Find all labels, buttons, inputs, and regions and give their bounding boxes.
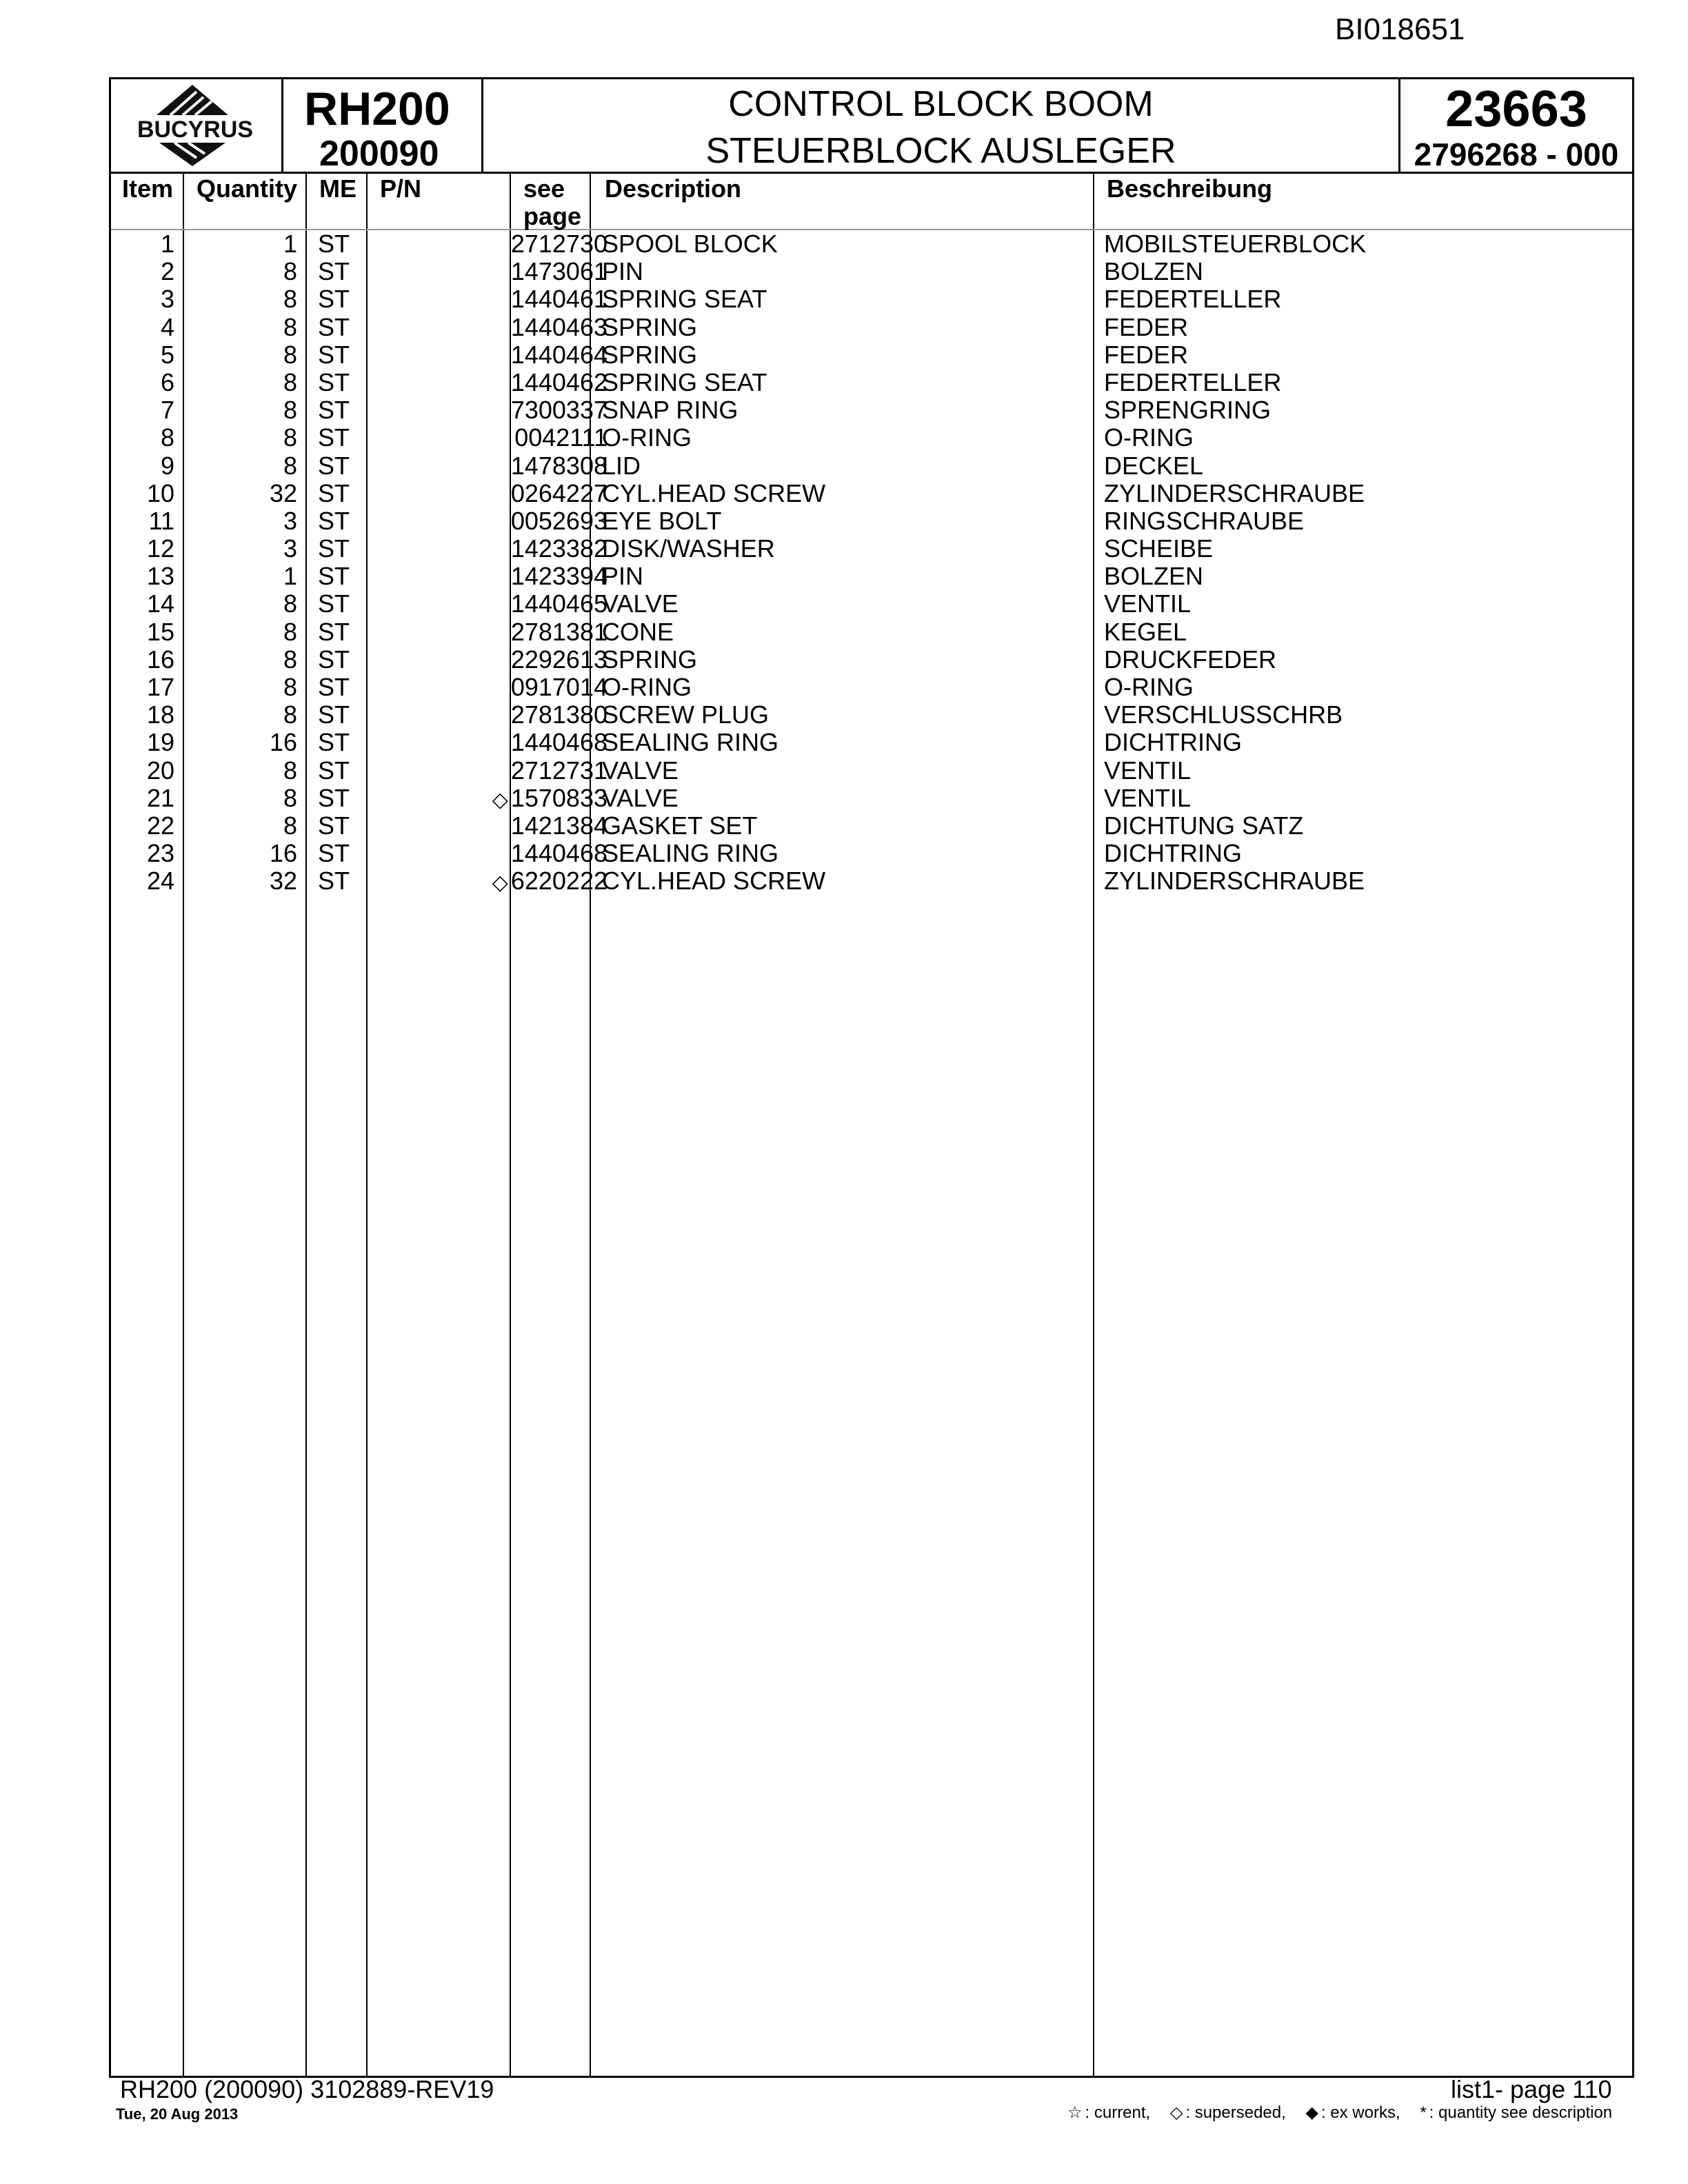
see-page-line-2: page bbox=[523, 202, 582, 230]
cell-me: ST bbox=[318, 230, 350, 258]
cell-item: 18 bbox=[146, 700, 174, 729]
cell-quantity: 8 bbox=[283, 617, 297, 646]
column-header-description: Description bbox=[605, 174, 742, 203]
cell-part-number bbox=[399, 230, 607, 258]
cell-description: SPRING SEAT bbox=[602, 285, 767, 314]
cell-description: SPOOL BLOCK bbox=[602, 230, 778, 258]
cell-part-number bbox=[399, 424, 607, 452]
table-row bbox=[111, 812, 1632, 840]
superseded-diamond-icon: ◇ bbox=[1169, 2103, 1183, 2122]
cell-part-number bbox=[399, 701, 607, 729]
cell-part-number bbox=[399, 341, 607, 369]
cell-quantity: 1 bbox=[283, 230, 297, 258]
cell-description: SEALING RING bbox=[602, 839, 779, 868]
table-row bbox=[111, 674, 1632, 701]
cell-item: 15 bbox=[146, 617, 174, 646]
model-serial: 200090 bbox=[319, 134, 439, 174]
part-number-value: 2781380 bbox=[510, 700, 607, 729]
cell-beschreibung: ZYLINDERSCHRAUBE bbox=[1104, 867, 1365, 896]
cell-description: VALVE bbox=[602, 756, 679, 785]
cell-quantity: 8 bbox=[283, 423, 297, 452]
column-header-see-page bbox=[523, 175, 581, 230]
cell-beschreibung: KEGEL bbox=[1104, 617, 1187, 646]
cell-me: ST bbox=[318, 340, 350, 369]
bucyrus-logo bbox=[111, 79, 279, 172]
part-number-value: 1440463 bbox=[510, 312, 607, 341]
table-row bbox=[111, 369, 1632, 396]
cell-part-number bbox=[399, 729, 607, 756]
cell-me: ST bbox=[318, 728, 350, 757]
cell-me: ST bbox=[318, 562, 350, 591]
cell-description: SEALING RING bbox=[602, 728, 779, 757]
footer-document-ref: RH200 (200090) 3102889-REV19 bbox=[120, 2075, 494, 2103]
cell-beschreibung: VENTIL bbox=[1104, 756, 1192, 785]
cell-item: 24 bbox=[146, 867, 174, 896]
table-row bbox=[111, 396, 1632, 424]
cell-me: ST bbox=[318, 285, 350, 314]
cell-quantity: 8 bbox=[283, 340, 297, 369]
legend-ex-works: : ex works, bbox=[1320, 2103, 1400, 2122]
cell-beschreibung: VENTIL bbox=[1104, 783, 1192, 812]
table-row bbox=[111, 285, 1632, 313]
cell-part-number bbox=[399, 646, 607, 674]
superseded-diamond-icon: ◇ bbox=[492, 788, 508, 811]
cell-quantity: 8 bbox=[283, 312, 297, 341]
table-row bbox=[111, 701, 1632, 729]
cell-beschreibung: BOLZEN bbox=[1104, 562, 1204, 591]
footer-date: Tue, 20 Aug 2013 bbox=[116, 2105, 239, 2123]
cell-description: CYL.HEAD SCREW bbox=[602, 478, 826, 507]
cell-quantity: 8 bbox=[283, 285, 297, 314]
cell-part-number bbox=[399, 563, 607, 590]
cell-me: ST bbox=[318, 506, 350, 535]
cell-me: ST bbox=[318, 811, 350, 840]
part-number-value: 1478308 bbox=[510, 451, 607, 480]
table-row bbox=[111, 646, 1632, 674]
table-row bbox=[111, 618, 1632, 646]
cell-description: GASKET SET bbox=[602, 811, 758, 840]
logo-cell bbox=[111, 79, 283, 172]
cell-item: 3 bbox=[160, 285, 174, 314]
cell-quantity: 3 bbox=[283, 506, 297, 535]
cell-part-number bbox=[399, 396, 607, 424]
ex-works-diamond-icon: ◆ bbox=[1305, 2103, 1318, 2122]
symbol-legend bbox=[1067, 2103, 1615, 2123]
model-cell bbox=[283, 79, 483, 172]
superseded-diamond-icon: ◇ bbox=[492, 871, 508, 895]
cell-beschreibung: SCHEIBE bbox=[1104, 534, 1214, 563]
part-number-value: 0042111 bbox=[514, 423, 607, 452]
cell-me: ST bbox=[318, 617, 350, 646]
cell-item: 19 bbox=[146, 728, 174, 757]
column-header-me: ME bbox=[319, 174, 356, 203]
part-number-value: 1440461 bbox=[510, 285, 607, 314]
cell-beschreibung: FEDERTELLER bbox=[1104, 285, 1282, 314]
cell-beschreibung: O-RING bbox=[1104, 423, 1194, 452]
cell-beschreibung: RINGSCHRAUBE bbox=[1104, 506, 1305, 535]
part-number-value: 7300337 bbox=[510, 396, 607, 425]
footer-page-number: list1- page 110 bbox=[1451, 2075, 1612, 2103]
cell-quantity: 16 bbox=[269, 839, 297, 868]
table-row bbox=[111, 258, 1632, 285]
cell-beschreibung: O-RING bbox=[1104, 673, 1194, 701]
cell-me: ST bbox=[318, 839, 350, 868]
parts-table bbox=[109, 174, 1634, 2078]
cell-item: 9 bbox=[160, 451, 174, 480]
cell-part-number bbox=[399, 258, 607, 285]
cell-description: CONE bbox=[602, 617, 674, 646]
cell-item: 17 bbox=[146, 673, 174, 701]
cell-part-number bbox=[399, 590, 607, 618]
cell-quantity: 8 bbox=[283, 589, 297, 618]
column-header-beschreibung: Beschreibung bbox=[1107, 174, 1273, 203]
cell-description: VALVE bbox=[602, 783, 679, 812]
cell-beschreibung: DICHTUNG SATZ bbox=[1104, 811, 1304, 840]
part-number-value: 1423382 bbox=[510, 534, 607, 563]
cell-me: ST bbox=[318, 312, 350, 341]
cell-me: ST bbox=[318, 423, 350, 452]
cell-beschreibung: SPRENGRING bbox=[1104, 396, 1272, 425]
cell-me: ST bbox=[318, 257, 350, 286]
cell-description: O-RING bbox=[602, 673, 692, 701]
column-header-pn: P/N bbox=[380, 174, 422, 203]
part-number-value: 1570833 bbox=[510, 783, 607, 812]
legend-superseded: : superseded, bbox=[1185, 2103, 1286, 2122]
current-star-icon: ☆ bbox=[1067, 2103, 1083, 2122]
cell-item: 21 bbox=[146, 783, 174, 812]
part-number-value: 1440465 bbox=[510, 589, 607, 618]
cell-beschreibung: VERSCHLUSSCHRB bbox=[1104, 700, 1343, 729]
table-row bbox=[111, 535, 1632, 563]
assembly-part-number: 2796268 - 000 bbox=[1414, 136, 1619, 172]
cell-description: SPRING bbox=[602, 340, 698, 369]
cell-quantity: 8 bbox=[283, 673, 297, 701]
model-name: RH200 bbox=[304, 83, 450, 135]
cell-item: 12 bbox=[146, 534, 174, 563]
table-row bbox=[111, 480, 1632, 507]
table-row bbox=[111, 729, 1632, 756]
cell-item: 23 bbox=[146, 839, 174, 868]
cell-description: SNAP RING bbox=[602, 396, 738, 425]
cell-item: 6 bbox=[160, 367, 174, 396]
column-header-item: Item bbox=[122, 174, 174, 203]
parts-header bbox=[109, 77, 1634, 174]
table-row bbox=[111, 230, 1632, 258]
table-row bbox=[111, 452, 1632, 480]
cell-me: ST bbox=[318, 645, 350, 674]
cell-part-number bbox=[399, 285, 607, 313]
cell-quantity: 8 bbox=[283, 811, 297, 840]
cell-description: O-RING bbox=[602, 423, 692, 452]
cell-description: LID bbox=[602, 451, 641, 480]
cell-description: DISK/WASHER bbox=[602, 534, 775, 563]
group-number: 23663 bbox=[1445, 80, 1587, 137]
part-number-value: 2292613 bbox=[510, 645, 607, 674]
cell-quantity: 16 bbox=[269, 728, 297, 757]
cell-part-number bbox=[399, 785, 607, 814]
legend-quantity: : quantity see description bbox=[1429, 2103, 1613, 2122]
part-number-value: 0917014 bbox=[510, 673, 607, 701]
logo-text: BUCYRUS bbox=[137, 117, 254, 143]
cell-item: 16 bbox=[146, 645, 174, 674]
table-row bbox=[111, 757, 1632, 785]
cell-quantity: 3 bbox=[283, 534, 297, 563]
table-row bbox=[111, 590, 1632, 618]
part-number-value: 6220222 bbox=[510, 867, 607, 896]
cell-quantity: 32 bbox=[269, 867, 297, 896]
cell-beschreibung: FEDER bbox=[1104, 340, 1189, 369]
cell-item: 11 bbox=[148, 506, 174, 535]
cell-item: 20 bbox=[146, 756, 174, 785]
title-english: CONTROL BLOCK BOOM bbox=[728, 84, 1154, 124]
cell-beschreibung: BOLZEN bbox=[1104, 257, 1204, 286]
part-number-value: 0052693 bbox=[510, 506, 607, 535]
part-number-value: 1421384 bbox=[510, 811, 607, 840]
cell-part-number bbox=[399, 507, 607, 535]
cell-part-number bbox=[399, 812, 607, 840]
cell-item: 14 bbox=[146, 589, 174, 618]
table-row bbox=[111, 424, 1632, 452]
table-row bbox=[111, 563, 1632, 590]
part-number-value: 2712731 bbox=[510, 756, 607, 785]
table-row bbox=[111, 341, 1632, 369]
cell-part-number bbox=[399, 757, 607, 785]
part-number-value: 2781381 bbox=[510, 617, 607, 646]
cell-item: 5 bbox=[160, 340, 174, 369]
parts-rows bbox=[111, 230, 1632, 896]
cell-quantity: 8 bbox=[283, 367, 297, 396]
part-number-value: 1440468 bbox=[510, 839, 607, 868]
part-number-value: 1423394 bbox=[510, 562, 607, 591]
cell-quantity: 8 bbox=[283, 257, 297, 286]
title-cell bbox=[483, 79, 1400, 172]
cell-me: ST bbox=[318, 451, 350, 480]
table-row bbox=[111, 840, 1632, 867]
cell-quantity: 8 bbox=[283, 396, 297, 425]
part-number-value: 1440462 bbox=[510, 367, 607, 396]
cell-beschreibung: DRUCKFEDER bbox=[1104, 645, 1277, 674]
document-id: BI018651 bbox=[1335, 12, 1465, 46]
column-header-quantity: Quantity bbox=[197, 174, 298, 203]
cell-description: SCREW PLUG bbox=[602, 700, 770, 729]
table-row bbox=[111, 785, 1632, 812]
quantity-asterisk-icon: * bbox=[1420, 2103, 1427, 2122]
cell-description: SPRING SEAT bbox=[602, 367, 767, 396]
cell-beschreibung: ZYLINDERSCHRAUBE bbox=[1104, 478, 1365, 507]
cell-description: PIN bbox=[602, 257, 644, 286]
cell-description: VALVE bbox=[602, 589, 679, 618]
cell-me: ST bbox=[318, 867, 350, 896]
cell-me: ST bbox=[318, 396, 350, 425]
cell-part-number bbox=[399, 480, 607, 507]
cell-part-number bbox=[399, 674, 607, 701]
part-number-value: 1440464 bbox=[510, 340, 607, 369]
cell-item: 7 bbox=[160, 396, 174, 425]
cell-beschreibung: DECKEL bbox=[1104, 451, 1204, 480]
cell-me: ST bbox=[318, 589, 350, 618]
cell-item: 10 bbox=[146, 478, 174, 507]
cell-part-number bbox=[399, 867, 607, 897]
part-number-value: 1440468 bbox=[510, 728, 607, 757]
cell-description: SPRING bbox=[602, 645, 698, 674]
cell-beschreibung: MOBILSTEUERBLOCK bbox=[1104, 230, 1367, 258]
cell-part-number bbox=[399, 314, 607, 341]
cell-part-number bbox=[399, 840, 607, 867]
cell-quantity: 32 bbox=[269, 478, 297, 507]
table-row bbox=[111, 507, 1632, 535]
cell-beschreibung: FEDERTELLER bbox=[1104, 367, 1282, 396]
cell-quantity: 8 bbox=[283, 756, 297, 785]
cell-part-number bbox=[399, 452, 607, 480]
cell-item: 8 bbox=[160, 423, 174, 452]
cell-item: 4 bbox=[160, 312, 174, 341]
cell-description: PIN bbox=[602, 562, 644, 591]
cell-quantity: 8 bbox=[283, 700, 297, 729]
cell-item: 22 bbox=[146, 811, 174, 840]
cell-me: ST bbox=[318, 783, 350, 812]
cell-beschreibung: DICHTRING bbox=[1104, 839, 1242, 868]
cell-description: SPRING bbox=[602, 312, 698, 341]
cell-me: ST bbox=[318, 478, 350, 507]
cell-item: 13 bbox=[146, 562, 174, 591]
part-number-value: 1473061 bbox=[510, 257, 607, 286]
cell-item: 1 bbox=[160, 230, 174, 258]
number-cell bbox=[1400, 79, 1632, 172]
table-row bbox=[111, 867, 1632, 895]
cell-me: ST bbox=[318, 534, 350, 563]
part-number-value: 2712730 bbox=[510, 230, 607, 258]
cell-part-number bbox=[399, 535, 607, 563]
cell-part-number bbox=[399, 369, 607, 396]
cell-me: ST bbox=[318, 673, 350, 701]
cell-quantity: 8 bbox=[283, 451, 297, 480]
cell-quantity: 1 bbox=[283, 562, 297, 591]
legend-current: : current, bbox=[1085, 2103, 1151, 2122]
title-german: STEUERBLOCK AUSLEGER bbox=[705, 131, 1176, 171]
cell-beschreibung: FEDER bbox=[1104, 312, 1189, 341]
cell-description: CYL.HEAD SCREW bbox=[602, 867, 826, 896]
cell-me: ST bbox=[318, 700, 350, 729]
cell-me: ST bbox=[318, 367, 350, 396]
table-row bbox=[111, 314, 1632, 341]
cell-quantity: 8 bbox=[283, 783, 297, 812]
cell-me: ST bbox=[318, 756, 350, 785]
part-number-value: 0264227 bbox=[510, 478, 607, 507]
cell-beschreibung: DICHTRING bbox=[1104, 728, 1242, 757]
cell-item: 2 bbox=[160, 257, 174, 286]
cell-part-number bbox=[399, 618, 607, 646]
cell-description: EYE BOLT bbox=[602, 506, 722, 535]
cell-quantity: 8 bbox=[283, 645, 297, 674]
see-page-line-1: see bbox=[523, 174, 565, 203]
cell-beschreibung: VENTIL bbox=[1104, 589, 1192, 618]
